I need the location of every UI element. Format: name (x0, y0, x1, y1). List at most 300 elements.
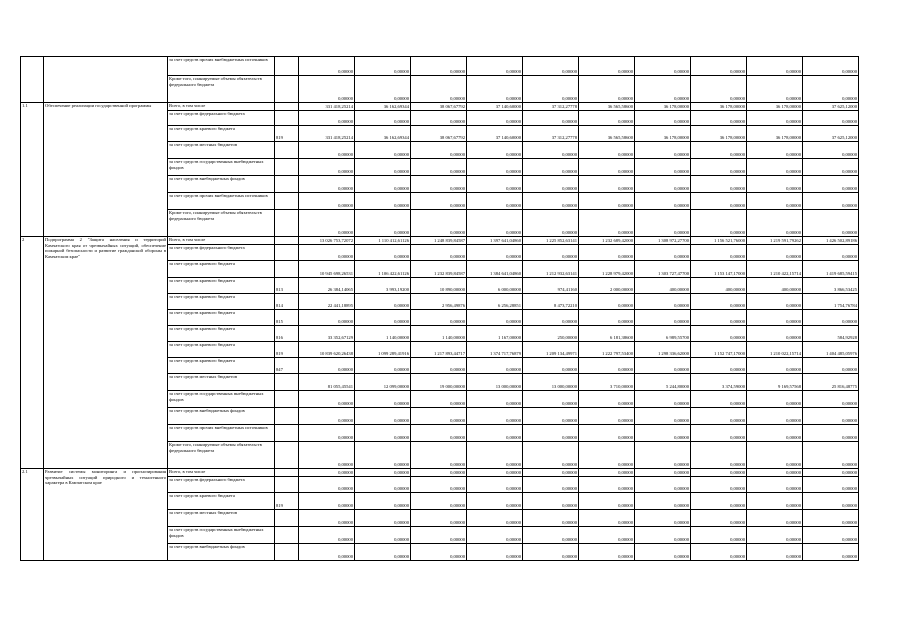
amount-cell: 0,00000 (691, 442, 747, 469)
amount-cell: 0,00000 (635, 391, 691, 408)
amount-cell: 0,00000 (691, 326, 747, 342)
admin-code-cell (275, 193, 299, 210)
amount-cell: 6 989,55700 (635, 326, 691, 342)
amount-cell: 0,00000 (467, 176, 523, 193)
admin-code-cell: 813 (275, 278, 299, 294)
amount-cell: 0,00000 (523, 142, 579, 159)
amount-cell: 0,00000 (691, 391, 747, 408)
amount-cell: 36 178,00000 (691, 126, 747, 142)
amount-cell: 1 210 022,15714 (747, 342, 803, 358)
amount-cell: 0,00000 (299, 391, 355, 408)
funding-source-cell: за счет средств внебюджетных фондов (168, 408, 275, 425)
row-index-cell (21, 57, 44, 103)
table-body (21, 57, 859, 561)
amount-cell: 0,00000 (747, 358, 803, 374)
amount-cell: 9 169,57568 (747, 374, 803, 391)
funding-source-cell: за счет средств федерального бюджета (168, 111, 275, 126)
amount-cell: 0,00000 (691, 408, 747, 425)
amount-cell: 0,00000 (803, 544, 859, 561)
amount-cell: 1 419 685,59415 (803, 261, 859, 278)
admin-code-cell: 814 (275, 294, 299, 310)
admin-code-cell: 815 (275, 310, 299, 326)
amount-cell: 0,00000 (691, 310, 747, 326)
amount-cell: 0,00000 (747, 469, 803, 477)
amount-cell: 37 625,12000 (803, 103, 859, 111)
amount-cell: 38 067,67792 (411, 103, 467, 111)
amount-cell: 0,00000 (635, 544, 691, 561)
amount-cell: 0,00000 (691, 210, 747, 237)
amount-cell: 0,00000 (299, 469, 355, 477)
admin-code-cell: 819 (275, 342, 299, 358)
amount-cell: 0,00000 (411, 210, 467, 237)
program-name-cell: Развитие системы мониторинга и прогнозирования чрезвычайных ситуаций природного и техногенного характера в Камчатском крае (44, 469, 168, 561)
amount-cell: 36 178,00000 (635, 126, 691, 142)
amount-cell: 0,00000 (523, 391, 579, 408)
amount-cell: 0,00000 (523, 159, 579, 176)
amount-cell: 0,00000 (579, 425, 635, 442)
amount-cell: 0,00000 (411, 176, 467, 193)
amount-cell: 1 232 689,42000 (579, 237, 635, 245)
amount-cell: 0,00000 (467, 159, 523, 176)
admin-code-cell (275, 469, 299, 477)
amount-cell: 0,00000 (747, 544, 803, 561)
amount-cell: 0,00000 (579, 469, 635, 477)
amount-cell: 0,00000 (467, 391, 523, 408)
amount-cell: 0,00000 (579, 176, 635, 193)
amount-cell: 0,00000 (411, 477, 467, 493)
amount-cell: 1 209 134,49971 (523, 342, 579, 358)
amount-cell: 0,00000 (411, 193, 467, 210)
amount-cell: 0,00000 (803, 358, 859, 374)
amount-cell: 0,00000 (747, 391, 803, 408)
amount-cell: 36 178,00000 (635, 103, 691, 111)
amount-cell: 0,00000 (523, 176, 579, 193)
amount-cell: 0,00000 (355, 76, 411, 103)
admin-code-cell (275, 245, 299, 261)
amount-cell: 1 212 932,63141 (523, 261, 579, 278)
amount-cell: 1 404 485,05976 (803, 342, 859, 358)
amount-cell: 2 000,00000 (579, 278, 635, 294)
amount-cell: 13 000,00000 (467, 374, 523, 391)
program-name-cell (44, 57, 168, 103)
amount-cell: 400,00000 (747, 278, 803, 294)
amount-cell: 0,00000 (747, 425, 803, 442)
amount-cell: 0,00000 (803, 159, 859, 176)
amount-cell: 0,00000 (579, 210, 635, 237)
amount-cell: 0,00000 (299, 442, 355, 469)
amount-cell: 0,00000 (467, 469, 523, 477)
amount-cell: 37 140,60000 (467, 103, 523, 111)
amount-cell: 10 945 698,26531 (299, 261, 355, 278)
amount-cell: 0,00000 (467, 142, 523, 159)
amount-cell: 0,00000 (635, 358, 691, 374)
amount-cell: 36 565,58600 (579, 126, 635, 142)
amount-cell: 0,00000 (355, 442, 411, 469)
amount-cell: 0,00000 (579, 245, 635, 261)
amount-cell: 0,00000 (467, 510, 523, 527)
amount-cell: 0,00000 (299, 477, 355, 493)
amount-cell: 0,00000 (299, 310, 355, 326)
funding-source-cell: за счет средств федерального бюджета (168, 245, 275, 261)
amount-cell: 0,00000 (355, 245, 411, 261)
admin-code-cell (275, 408, 299, 425)
amount-cell: 0,00000 (355, 193, 411, 210)
amount-cell: 37 140,60000 (467, 126, 523, 142)
amount-cell: 37 625,12000 (803, 126, 859, 142)
amount-cell: 0,00000 (691, 294, 747, 310)
admin-code-cell (275, 261, 299, 278)
amount-cell: 0,00000 (467, 210, 523, 237)
amount-cell: 0,00000 (579, 358, 635, 374)
amount-cell: 0,00000 (747, 159, 803, 176)
amount-cell: 0,00000 (523, 358, 579, 374)
amount-cell: 0,00000 (691, 469, 747, 477)
amount-cell: 0,00000 (467, 57, 523, 76)
admin-code-cell (275, 477, 299, 493)
amount-cell: 0,00000 (467, 544, 523, 561)
table-row (21, 57, 859, 76)
amount-cell: 0,00000 (523, 527, 579, 544)
budget-table (20, 56, 859, 561)
amount-cell: 0,00000 (691, 176, 747, 193)
amount-cell: 0,00000 (299, 193, 355, 210)
amount-cell: 0,00000 (803, 391, 859, 408)
admin-code-cell (275, 103, 299, 111)
amount-cell: 1 140,00000 (411, 326, 467, 342)
program-name-cell: Подпрограмма 2 "Защита населения и территорий Камчатского края от чрезвычайных ситуаций, обеспечение пожарной безопасности и развитие гражданской обороны в Камчатском крае" (44, 237, 168, 469)
amount-cell: 0,00000 (299, 425, 355, 442)
amount-cell: 974,41160 (523, 278, 579, 294)
amount-cell: 0,00000 (523, 210, 579, 237)
amount-cell: 1 156 521,76000 (691, 237, 747, 245)
funding-source-cell: за счет средств государственных внебюджетных фондов (168, 527, 275, 544)
funding-source-cell: за счет средств государственных внебюджетных фондов (168, 391, 275, 408)
row-index-cell: 2.1 (21, 469, 44, 561)
amount-cell: 0,00000 (523, 493, 579, 510)
amount-cell: 0,00000 (299, 358, 355, 374)
amount-cell: 0,00000 (579, 310, 635, 326)
amount-cell: 1 106 422,61126 (355, 261, 411, 278)
funding-source-cell: за счет средств краевого бюджета (168, 261, 275, 278)
amount-cell: 0,00000 (691, 111, 747, 126)
amount-cell: 0,00000 (635, 408, 691, 425)
amount-cell: 1 140,00000 (355, 326, 411, 342)
amount-cell: 10 890,00000 (411, 278, 467, 294)
funding-source-cell: за счет средств краевого бюджета (168, 278, 275, 294)
funding-source-cell: Всего, в том числе (168, 469, 275, 477)
amount-cell: 0,00000 (691, 76, 747, 103)
amount-cell: 0,00000 (299, 493, 355, 510)
amount-cell: 0,00000 (355, 294, 411, 310)
amount-cell: 0,00000 (355, 57, 411, 76)
funding-source-cell: за счет средств краевого бюджета (168, 342, 275, 358)
amount-cell: 331 418,25214 (299, 103, 355, 111)
amount-cell: 0,00000 (299, 57, 355, 76)
amount-cell: 1 248 839,84587 (411, 237, 467, 245)
admin-code-cell (275, 237, 299, 245)
table-row (21, 103, 859, 111)
amount-cell: 0,00000 (579, 544, 635, 561)
amount-cell: 0,00000 (355, 425, 411, 442)
amount-cell: 0,00000 (579, 527, 635, 544)
amount-cell: 0,00000 (803, 76, 859, 103)
amount-cell: 0,00000 (355, 493, 411, 510)
admin-code-cell (275, 142, 299, 159)
admin-code-cell: 847 (275, 358, 299, 374)
amount-cell: 1 225 852,63141 (523, 237, 579, 245)
amount-cell: 0,00000 (467, 245, 523, 261)
amount-cell: 1 228 979,42000 (579, 261, 635, 278)
admin-code-cell (275, 374, 299, 391)
row-index-cell: 2 (21, 237, 44, 469)
amount-cell: 0,00000 (579, 111, 635, 126)
funding-source-cell: за счет средств краевого бюджета (168, 310, 275, 326)
amount-cell: 37 312,27778 (523, 103, 579, 111)
admin-code-cell (275, 111, 299, 126)
amount-cell: 36 162,69344 (355, 103, 411, 111)
amount-cell: 13 026 753,72072 (299, 237, 355, 245)
amount-cell: 0,00000 (299, 527, 355, 544)
amount-cell: 0,00000 (579, 493, 635, 510)
amount-cell: 0,00000 (355, 210, 411, 237)
amount-cell: 0,00000 (579, 477, 635, 493)
amount-cell: 0,00000 (635, 469, 691, 477)
amount-cell: 0,00000 (355, 391, 411, 408)
amount-cell: 0,00000 (579, 193, 635, 210)
admin-code-cell (275, 527, 299, 544)
amount-cell: 1 426 502,89186 (803, 237, 859, 245)
amount-cell: 0,00000 (747, 294, 803, 310)
amount-cell: 1 222 797,53400 (579, 342, 635, 358)
amount-cell: 0,00000 (411, 408, 467, 425)
amount-cell: 0,00000 (523, 310, 579, 326)
amount-cell: 0,00000 (355, 159, 411, 176)
amount-cell: 0,00000 (579, 76, 635, 103)
amount-cell: 0,00000 (747, 76, 803, 103)
amount-cell: 19 000,00000 (411, 374, 467, 391)
amount-cell: 0,00000 (299, 159, 355, 176)
amount-cell: 0,00000 (579, 142, 635, 159)
amount-cell: 0,00000 (355, 469, 411, 477)
amount-cell: 1 099 289,41916 (355, 342, 411, 358)
admin-code-cell (275, 76, 299, 103)
amount-cell: 0,00000 (691, 193, 747, 210)
program-name-cell: Обеспечение реализации государственной программы (44, 103, 168, 237)
amount-cell: 0,00000 (803, 310, 859, 326)
amount-cell: 0,00000 (411, 527, 467, 544)
amount-cell: 0,00000 (355, 176, 411, 193)
amount-cell: 0,00000 (299, 176, 355, 193)
amount-cell: 2 956,49876 (411, 294, 467, 310)
funding-source-cell: Всего, в том числе (168, 237, 275, 245)
amount-cell: 0,00000 (747, 142, 803, 159)
amount-cell: 0,00000 (803, 442, 859, 469)
amount-cell: 36 178,00000 (747, 126, 803, 142)
amount-cell: 5 244,80000 (635, 374, 691, 391)
funding-source-cell: за счет средств внебюджетных фондов (168, 544, 275, 561)
amount-cell: 0,00000 (523, 245, 579, 261)
amount-cell: 36 565,58600 (579, 103, 635, 111)
amount-cell: 1 384 641,04860 (467, 261, 523, 278)
amount-cell: 3 866,53425 (803, 278, 859, 294)
amount-cell: 0,00000 (299, 210, 355, 237)
amount-cell: 0,00000 (803, 111, 859, 126)
amount-cell: 0,00000 (411, 391, 467, 408)
amount-cell: 0,00000 (803, 408, 859, 425)
admin-code-cell (275, 210, 299, 237)
amount-cell: 0,00000 (467, 358, 523, 374)
amount-cell: 36 178,00000 (691, 103, 747, 111)
amount-cell: 12 099,00000 (355, 374, 411, 391)
amount-cell: 0,00000 (411, 310, 467, 326)
amount-cell: 250,00000 (523, 326, 579, 342)
funding-source-cell: за счет средств прочих внебюджетных источников (168, 57, 275, 76)
amount-cell: 0,00000 (579, 57, 635, 76)
amount-cell: 0,00000 (523, 510, 579, 527)
amount-cell: 0,00000 (355, 111, 411, 126)
amount-cell: 0,00000 (523, 408, 579, 425)
amount-cell: 0,00000 (411, 510, 467, 527)
amount-cell: 1 374 717,76879 (467, 342, 523, 358)
amount-cell: 0,00000 (411, 111, 467, 126)
amount-cell: 331 418,25214 (299, 126, 355, 142)
funding-source-cell: за счет средств внебюджетных фондов (168, 176, 275, 193)
amount-cell: 3 374,59000 (691, 374, 747, 391)
amount-cell: 0,00000 (355, 310, 411, 326)
amount-cell: 0,00000 (803, 210, 859, 237)
amount-cell: 0,00000 (299, 76, 355, 103)
amount-cell: 0,00000 (467, 493, 523, 510)
amount-cell: 0,00000 (803, 425, 859, 442)
funding-source-cell: за счет средств краевого бюджета (168, 326, 275, 342)
amount-cell: 0,00000 (803, 510, 859, 527)
amount-cell: 0,00000 (635, 245, 691, 261)
amount-cell: 0,00000 (691, 425, 747, 442)
amount-cell: 0,00000 (523, 425, 579, 442)
amount-cell: 0,00000 (411, 358, 467, 374)
amount-cell: 6 000,00000 (467, 278, 523, 294)
amount-cell: 1 397 641,04860 (467, 237, 523, 245)
amount-cell: 8 473,72210 (523, 294, 579, 310)
admin-code-cell (275, 425, 299, 442)
admin-code-cell (275, 176, 299, 193)
amount-cell: 0,00000 (467, 310, 523, 326)
amount-cell: 0,00000 (635, 142, 691, 159)
amount-cell: 0,00000 (747, 245, 803, 261)
amount-cell: 81 055,45541 (299, 374, 355, 391)
amount-cell: 0,00000 (747, 176, 803, 193)
amount-cell: 400,00000 (691, 278, 747, 294)
row-index-cell: 1.1 (21, 103, 44, 237)
admin-code-cell: 819 (275, 493, 299, 510)
amount-cell: 1 303 727,47700 (635, 261, 691, 278)
amount-cell: 0,00000 (523, 469, 579, 477)
amount-cell: 0,00000 (635, 76, 691, 103)
admin-code-cell (275, 391, 299, 408)
amount-cell: 0,00000 (691, 510, 747, 527)
amount-cell: 0,00000 (635, 193, 691, 210)
amount-cell: 38 067,67792 (411, 126, 467, 142)
amount-cell: 0,00000 (467, 408, 523, 425)
amount-cell: 0,00000 (803, 142, 859, 159)
funding-source-cell: за счет средств краевого бюджета (168, 493, 275, 510)
amount-cell: 0,00000 (299, 245, 355, 261)
amount-cell: 1 219 591,79262 (747, 237, 803, 245)
amount-cell: 0,00000 (299, 510, 355, 527)
amount-cell: 0,00000 (411, 544, 467, 561)
amount-cell: 0,00000 (747, 210, 803, 237)
amount-cell: 1 153 147,17000 (691, 261, 747, 278)
amount-cell: 0,00000 (691, 544, 747, 561)
amount-cell: 0,00000 (803, 493, 859, 510)
amount-cell: 0,00000 (523, 193, 579, 210)
amount-cell: 0,00000 (635, 111, 691, 126)
admin-code-cell: 816 (275, 326, 299, 342)
amount-cell: 0,00000 (523, 544, 579, 561)
amount-cell: 0,00000 (467, 477, 523, 493)
amount-cell: 0,00000 (467, 193, 523, 210)
amount-cell: 0,00000 (691, 493, 747, 510)
amount-cell: 0,00000 (691, 477, 747, 493)
amount-cell: 1 308 972,27700 (635, 237, 691, 245)
amount-cell: 13 000,00000 (523, 374, 579, 391)
amount-cell: 0,00000 (467, 442, 523, 469)
admin-code-cell (275, 510, 299, 527)
amount-cell: 0,00000 (635, 294, 691, 310)
amount-cell: 0,00000 (635, 477, 691, 493)
amount-cell: 0,00000 (579, 510, 635, 527)
amount-cell: 0,00000 (579, 442, 635, 469)
amount-cell: 0,00000 (467, 76, 523, 103)
funding-source-cell: за счет средств местных бюджетов (168, 510, 275, 527)
funding-source-cell: за счет средств прочих внебюджетных источников (168, 193, 275, 210)
amount-cell: 0,00000 (355, 527, 411, 544)
amount-cell: 37 312,27778 (523, 126, 579, 142)
amount-cell: 0,00000 (355, 510, 411, 527)
amount-cell: 0,00000 (411, 425, 467, 442)
amount-cell: 0,00000 (635, 57, 691, 76)
amount-cell: 36 178,00000 (747, 103, 803, 111)
funding-source-cell: Всего, в том числе (168, 103, 275, 111)
amount-cell: 0,00000 (467, 425, 523, 442)
funding-source-cell: Кроме того, планируемые объемы обязательств федерального бюджета (168, 76, 275, 103)
amount-cell: 0,00000 (299, 544, 355, 561)
admin-code-cell (275, 544, 299, 561)
amount-cell: 0,00000 (691, 142, 747, 159)
amount-cell: 1 210 422,15714 (747, 261, 803, 278)
funding-source-cell: за счет средств краевого бюджета (168, 126, 275, 142)
amount-cell: 0,00000 (523, 57, 579, 76)
amount-cell: 26 384,14065 (299, 278, 355, 294)
amount-cell: 0,00000 (747, 57, 803, 76)
amount-cell: 1 754,76784 (803, 294, 859, 310)
amount-cell: 0,00000 (355, 408, 411, 425)
amount-cell: 0,00000 (803, 527, 859, 544)
amount-cell: 22 441,18895 (299, 294, 355, 310)
amount-cell: 1 298 336,62000 (635, 342, 691, 358)
amount-cell: 0,00000 (747, 310, 803, 326)
funding-source-cell: Кроме того, планируемые объемы обязательств федерального бюджета (168, 210, 275, 237)
admin-code-cell (275, 159, 299, 176)
amount-cell: 0,00000 (355, 358, 411, 374)
amount-cell: 0,00000 (691, 527, 747, 544)
amount-cell: 0,00000 (691, 358, 747, 374)
amount-cell: 36 162,69344 (355, 126, 411, 142)
amount-cell: 10 839 620,26438 (299, 342, 355, 358)
funding-source-cell: Кроме того, планируемые объемы обязательств федерального бюджета (168, 442, 275, 469)
amount-cell: 0,00000 (411, 245, 467, 261)
amount-cell: 0,00000 (803, 245, 859, 261)
